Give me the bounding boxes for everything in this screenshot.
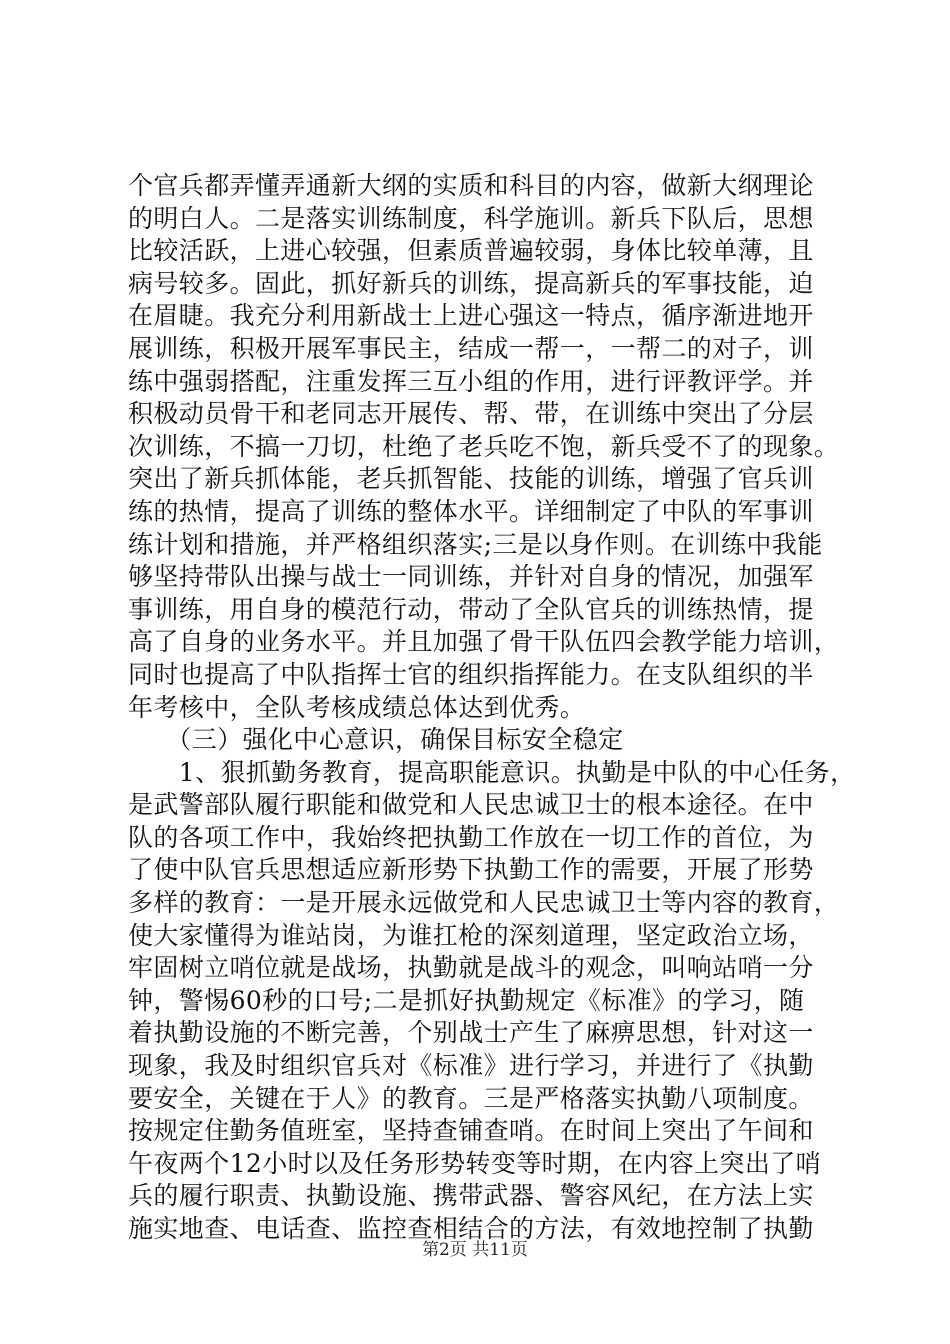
text-line: 同时也提高了中队指挥士官的组织指挥能力。在支队组织的半 bbox=[128, 659, 814, 689]
text-line: 比较活跃，上进心较强，但素质普遍较弱，身体比较单薄，且 bbox=[128, 236, 814, 266]
text-line: 够坚持带队出操与战士一同训练，并针对自身的情况，加强军 bbox=[128, 562, 814, 592]
text-line: 年考核中，全队考核成绩总体达到优秀。 bbox=[128, 692, 586, 722]
text-line: 练中强弱搭配，注重发挥三互小组的作用，进行评教评学。并 bbox=[128, 366, 814, 396]
text-line: 了使中队官兵思想适应新形势下执勤工作的需要，开展了形势 bbox=[128, 855, 814, 885]
text-line: 的明白人。二是落实训练制度，科学施训。新兵下队后，思想 bbox=[128, 203, 814, 233]
text-line: 兵的履行职责、执勤设施、携带武器、警容风纪，在方法上实 bbox=[128, 1181, 814, 1211]
text-line: 个官兵都弄懂弄通新大纲的实质和科目的内容，做新大纲理论 bbox=[128, 171, 814, 200]
text-line: 病号较多。固此，抓好新兵的训练，提高新兵的军事技能，迫 bbox=[128, 268, 814, 298]
text-line: 是武警部队履行职能和做党和人民忠诚卫士的根本途径。在中 bbox=[128, 790, 814, 820]
page-number-footer: 第2页 共11页 bbox=[422, 1240, 528, 1260]
text-line: 次训练，不搞一刀切，杜绝了老兵吃不饱，新兵受不了的现象。 bbox=[128, 431, 840, 461]
body-text bbox=[128, 170, 856, 1246]
text-line: 使大家懂得为谁站岗，为谁扛枪的深刻道理，坚定政治立场， bbox=[128, 920, 814, 950]
text-line: 按规定住勤务值班室，坚持查铺查哨。在时间上突出了午间和 bbox=[128, 1116, 814, 1146]
text-line: 钟，警惕60秒的口号;二是抓好执勤规定《标准》的学习，随 bbox=[128, 985, 805, 1015]
text-line: 突出了新兵抓体能，老兵抓智能、技能的训练，增强了官兵训 bbox=[128, 464, 814, 494]
text-line: 队的各项工作中，我始终把执勤工作放在一切工作的首位，为 bbox=[128, 822, 814, 852]
text-line: 牢固树立哨位就是战场，执勤就是战斗的观念，叫响站哨一分 bbox=[128, 953, 814, 983]
text-line: 高了自身的业务水平。并且加强了骨干队伍四会教学能力培训， bbox=[128, 627, 840, 657]
text-line: 现象，我及时组织官兵对《标准》进行学习，并进行了《执勤 bbox=[128, 1051, 814, 1081]
text-line: 练的热情，提高了训练的整体水平。详细制定了中队的军事训 bbox=[128, 496, 814, 526]
text-line: 多样的教育：一是开展永远做党和人民忠诚卫士等内容的教育， bbox=[128, 888, 840, 918]
text-line: 要安全，关键在于人》的教育。三是严格落实执勤八项制度。 bbox=[128, 1083, 814, 1113]
text-line: 在眉睫。我充分利用新战士上进心强这一特点，循序渐进地开 bbox=[128, 301, 814, 331]
section-heading: （三）强化中心意识，确保目标安全稳定 bbox=[128, 725, 624, 755]
text-line: 练计划和措施，并严格组织落实;三是以身作则。在训练中我能 bbox=[128, 529, 823, 559]
text-line: 事训练，用自身的模范行动，带动了全队官兵的训练热情，提 bbox=[128, 594, 814, 624]
text-line: 午夜两个12小时以及任务形势转变等时期，在内容上突出了哨 bbox=[128, 1148, 822, 1178]
text-line: 着执勤设施的不断完善，个别战士产生了麻痹思想，针对这一 bbox=[128, 1018, 814, 1048]
text-line: 展训练，积极开展军事民主，结成一帮一，一帮二的对子，训 bbox=[128, 333, 814, 363]
text-line: 积极动员骨干和老同志开展传、帮、带，在训练中突出了分层 bbox=[128, 399, 814, 429]
text-line: 1、狠抓勤务教育，提高职能意识。执勤是中队的中心任务， bbox=[128, 757, 856, 787]
text-line: 施实地查、电话查、监控查相结合的方法，有效地控制了执勤 bbox=[128, 1214, 814, 1243]
